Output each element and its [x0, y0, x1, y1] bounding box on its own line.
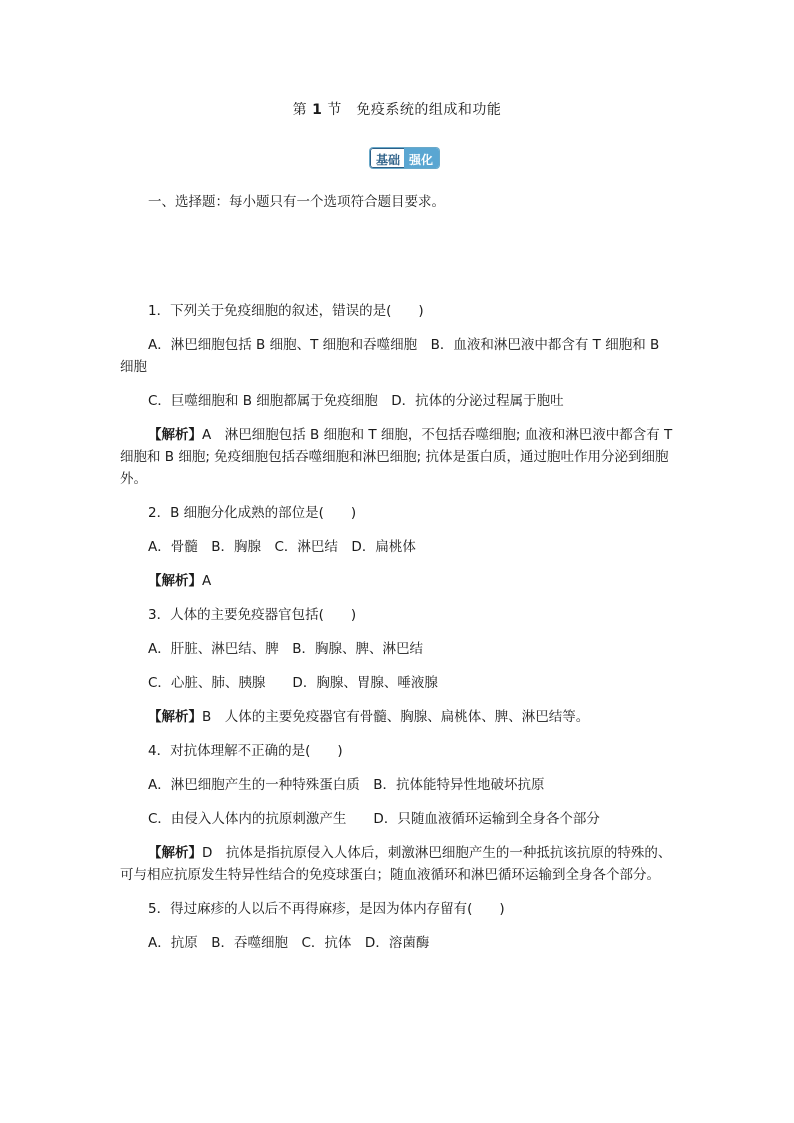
analysis-text: B 人体的主要免疫器官有骨髓、胸腺、扁桃体、脾、淋巴结等。	[202, 709, 590, 725]
analysis-text: D 抗体是指抗原侵入人体后，刺激淋巴细胞产生的一种抵抗该抗原的特殊的、可与相应抗原发生特异性结合的免疫球蛋白；随血液循环和淋巴循环运输到全身各个部分。	[120, 845, 672, 883]
analysis-text: A	[202, 573, 212, 589]
question-3-analysis	[120, 706, 676, 728]
analysis-text: A 淋巴细胞包括 B 细胞和 T 细胞，不包括吞噬细胞; 血液和淋巴液中都含有 T 细胞和 B 细胞; 免疫细胞包括吞噬细胞和淋巴细胞; 抗体是蛋白质，通过胞吐作用分泌到细胞外。	[120, 427, 673, 487]
question-3-options-line-2: C．心脏、肺、胰腺 D．胸腺、胃腺、唾液腺	[148, 675, 438, 691]
question-4-options-line-2: C．由侵入人体内的抗原刺激产生 D．只随血液循环运输到全身各个部分	[148, 811, 600, 827]
basic-strengthen-badge	[370, 148, 439, 168]
question-4-stem: 4．对抗体理解不正确的是( )	[148, 743, 343, 759]
question-list	[120, 300, 676, 954]
question-1-options-line-2: C．巨噬细胞和 B 细胞都属于免疫细胞 D．抗体的分泌过程属于胞吐	[148, 393, 564, 409]
question-3-stem: 3．人体的主要免疫器官包括( )	[148, 607, 357, 623]
question-3-options-line-1: A．肝脏、淋巴结、脾 B．胸腺、脾、淋巴结	[148, 641, 423, 657]
title-prefix: 第	[292, 102, 308, 118]
analysis-tag: 【解析】	[148, 427, 202, 443]
question-2-stem: 2．B 细胞分化成熟的部位是( )	[148, 505, 357, 521]
question-1-stem: 1．下列关于免疫细胞的叙述，错误的是( )	[148, 303, 424, 319]
analysis-tag: 【解析】	[148, 845, 202, 861]
page-title	[0, 99, 794, 119]
question-1-options-line-1: A．淋巴细胞包括 B 细胞、T 细胞和吞噬细胞 B．血液和淋巴液中都含有 T 细胞和 B 细胞	[120, 337, 660, 375]
question-4-analysis	[120, 842, 676, 886]
analysis-tag: 【解析】	[148, 573, 202, 589]
question-2-analysis	[120, 570, 676, 592]
badge-right: 强化	[404, 148, 439, 168]
title-rest: 节 免疫系统的组成和功能	[327, 102, 502, 118]
section-heading: 一、选择题：每小题只有一个选项符合题目要求。	[148, 194, 445, 210]
analysis-tag: 【解析】	[148, 709, 202, 725]
question-1-analysis	[120, 424, 676, 490]
question-2-options: A．骨髓 B．胸腺 C．淋巴结 D．扁桃体	[148, 539, 416, 555]
badge-left: 基础	[370, 148, 404, 168]
title-number: 1	[312, 102, 323, 118]
question-4-options-line-1: A．淋巴细胞产生的一种特殊蛋白质 B．抗体能特异性地破坏抗原	[148, 777, 545, 793]
question-5-stem: 5．得过麻疹的人以后不再得麻疹，是因为体内存留有( )	[148, 901, 505, 917]
question-5-options: A．抗原 B．吞噬细胞 C．抗体 D．溶菌酶	[148, 935, 430, 951]
